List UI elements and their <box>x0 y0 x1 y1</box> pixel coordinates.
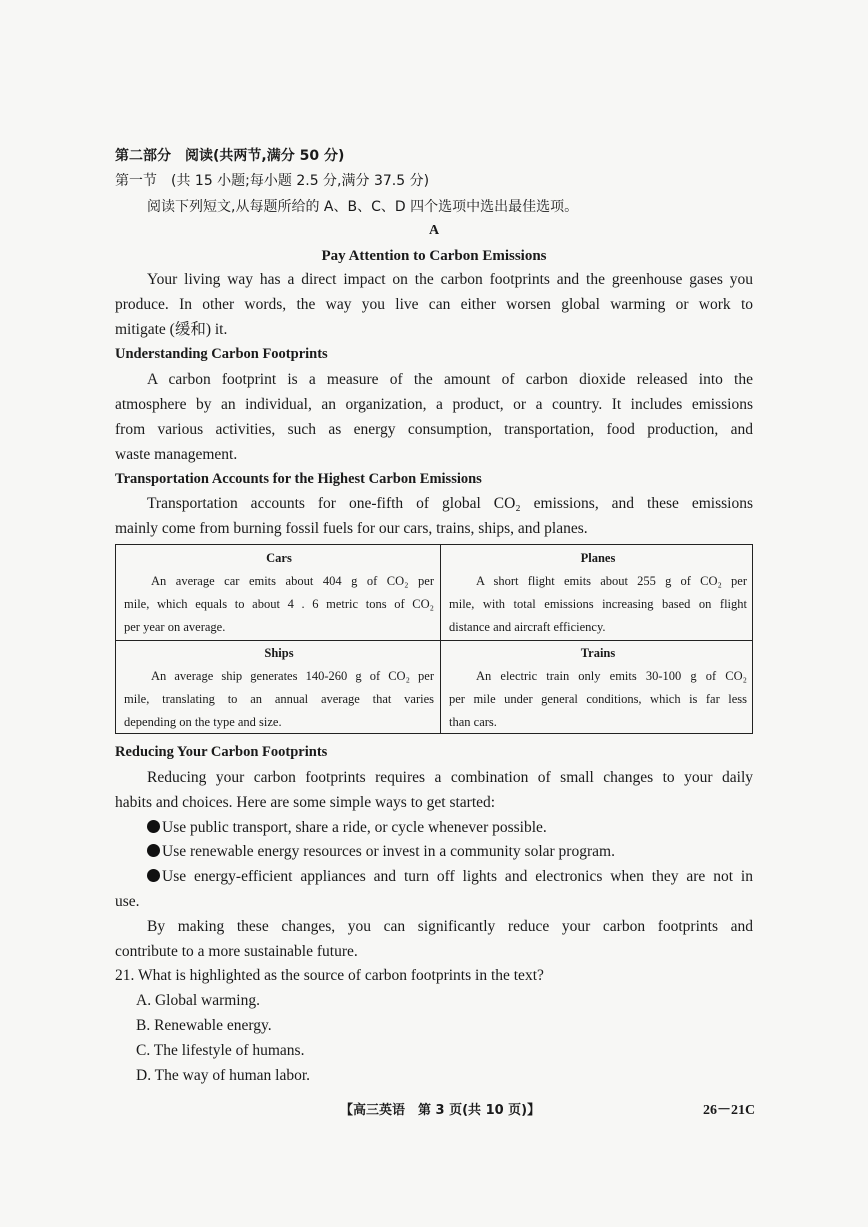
heading-reducing: Reducing Your Carbon Footprints <box>115 744 328 760</box>
bullet-icon <box>147 869 160 882</box>
question-stem: 21. What is highlighted as the source of carbon footprints in the text? <box>115 967 544 984</box>
cell-title: Planes <box>580 551 616 565</box>
intro-line: produce. In other words, the way you live can either worsen global warming or work to <box>115 296 753 313</box>
heading-understanding: Understanding Carbon Footprints <box>115 346 328 362</box>
option-b: B. Renewable energy. <box>136 1017 272 1034</box>
cell-text: distance and aircraft efficiency. <box>449 620 606 634</box>
cell-text: An electric train only emits 30-100 g of CO₂ <box>476 669 747 683</box>
bullet-text: Use energy-efficient appliances and turn off lights and electronics when they are not in <box>162 868 753 885</box>
paragraph-line: from various activities, such as energy consumption, transportation, food production, and <box>115 421 753 438</box>
bullet-item <box>147 818 547 838</box>
bullet-continuation: use. <box>115 893 140 910</box>
cell-text: An average car emits about 404 g of CO₂ per <box>151 574 434 588</box>
cell-text: per year on average. <box>124 620 226 634</box>
paragraph-line: habits and choices. Here are some simple ways to get started: <box>115 794 496 811</box>
table-cell-trains <box>449 642 747 734</box>
cell-text: mile, with total emissions increasing based on flight <box>449 597 747 611</box>
section-subtitle: 第一节 (共 15 小题;每小题 2.5 分,满分 37.5 分) <box>115 173 430 189</box>
paragraph-line: waste management. <box>115 446 238 463</box>
conclusion-line: By making these changes, you can significantly reduce your carbon footprints and <box>147 918 753 935</box>
instruction: 阅读下列短文,从每题所给的 A、B、C、D 四个选项中选出最佳选项。 <box>147 199 579 215</box>
paragraph-line: atmosphere by an individual, an organization, a product, or a country. It includes emissions <box>115 396 753 413</box>
cell-title: Cars <box>266 551 292 565</box>
paragraph-line: Transportation accounts for one-fifth of global CO₂ emissions, and these emissions <box>147 495 753 512</box>
option-a: A. Global warming. <box>136 992 260 1009</box>
intro-line: Your living way has a direct impact on the carbon footprints and the greenhouse gases you <box>147 271 753 288</box>
bullet-icon <box>147 844 160 857</box>
option-d: D. The way of human labor. <box>136 1067 311 1084</box>
intro-line: mitigate (缓和) it. <box>115 321 228 338</box>
cell-text: An average ship generates 140-260 g of CO₂ per <box>151 669 434 683</box>
bullet-icon <box>147 820 160 833</box>
bullet-item <box>147 842 615 862</box>
paragraph-line: mainly come from burning fossil fuels for our cars, trains, ships, and planes. <box>115 520 588 537</box>
cell-text: depending on the type and size. <box>124 715 282 729</box>
bullet-text: Use public transport, share a ride, or cycle whenever possible. <box>162 819 547 836</box>
cell-text: per mile under general conditions, which is far less <box>449 692 747 706</box>
table-cell-cars <box>124 547 434 639</box>
cell-text: A short flight emits about 255 g of CO₂ per <box>476 574 747 588</box>
bullet-text: Use renewable energy resources or invest in a community solar program. <box>162 843 615 860</box>
cell-text: than cars. <box>449 715 497 729</box>
option-c: C. The lifestyle of humans. <box>136 1042 305 1059</box>
cell-title: Ships <box>264 646 294 660</box>
heading-transportation: Transportation Accounts for the Highest Carbon Emissions <box>115 471 482 487</box>
passage-letter: A <box>428 223 440 238</box>
paragraph-line: Reducing your carbon footprints requires a combination of small changes to your daily <box>147 769 753 786</box>
paragraph-line: A carbon footprint is a measure of the amount of carbon dioxide released into the <box>147 371 753 388</box>
table-cell-ships <box>124 642 434 734</box>
passage-title: Pay Attention to Carbon Emissions <box>321 248 547 264</box>
emissions-table <box>115 544 753 734</box>
cell-text: mile, translating to an annual average that varies <box>124 692 434 706</box>
table-cell-planes <box>449 547 747 639</box>
bullet-item <box>147 867 753 887</box>
cell-text: mile, which equals to about 4 . 6 metric tons of CO₂ <box>124 597 434 611</box>
table-divider <box>440 545 441 733</box>
part-title: 第二部分 阅读(共两节,满分 50 分) <box>115 148 345 164</box>
cell-title: Trains <box>580 646 616 660</box>
page-footer-label: 【高三英语 第 3 页(共 10 页)】 <box>340 1103 541 1118</box>
page-footer-code: 26－21C <box>703 1103 756 1118</box>
conclusion-line: contribute to a more sustainable future. <box>115 943 358 960</box>
